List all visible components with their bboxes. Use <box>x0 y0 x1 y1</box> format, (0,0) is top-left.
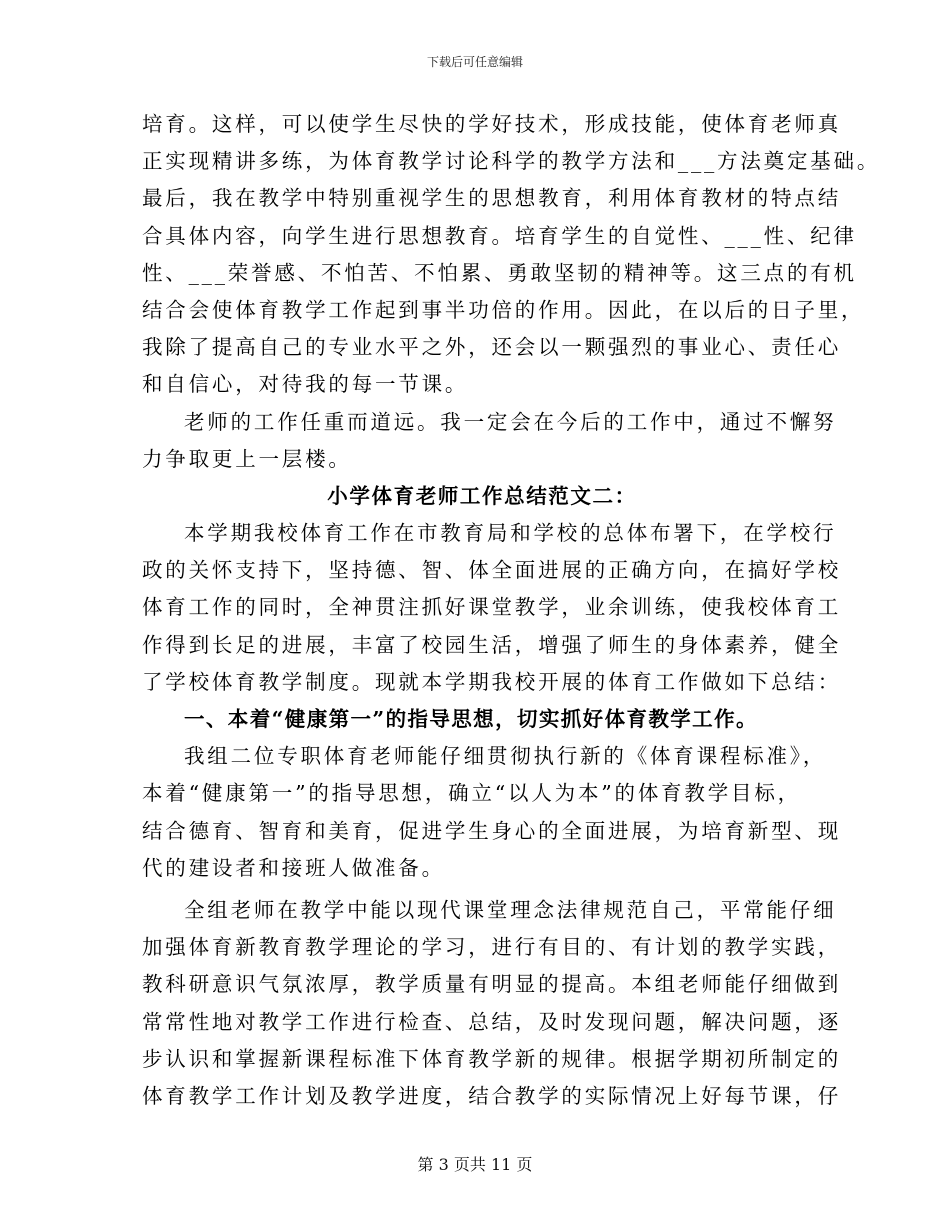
page-number: 第 3 页共 11 页 <box>417 1155 533 1174</box>
paragraph <box>142 738 841 887</box>
text-line: 结合德育、智育和美育，促进学生身心的全面进展，为培育新型、现 <box>142 818 841 843</box>
text-line: 力争取更上一层楼。 <box>142 446 352 471</box>
text-line: 常常性地对教学工作进行检查、总结，及时发现问题，解决问题，逐 <box>142 1009 841 1034</box>
text-line: 我组二位专职体育老师能仔细贯彻执行新的《体育课程标准》， <box>184 744 827 769</box>
paragraph <box>142 515 841 701</box>
text-line: 最后，我在教学中特别重视学生的思想教育，利用体育教材的特点结 <box>142 186 841 211</box>
text-line: 体育教学工作计划及教学进度，结合教学的实际情况上好每节课，仔 <box>142 1083 841 1108</box>
text-line: 加强体育新教育教学理论的学习，进行有目的、有计划的教学实践， <box>142 935 841 960</box>
paragraph <box>142 404 837 478</box>
text-line: 合具体内容，向学生进行思想教育。培育学生的自觉性、___性、纪律 <box>142 223 857 248</box>
text-line: 教科研意识气氛浓厚，教学质量有明显的提高。本组老师能仔细做到 <box>142 972 841 997</box>
paragraph <box>142 106 881 404</box>
header-note: 下载后可任意编辑 <box>426 55 523 69</box>
text-line: 性、___荣誉感、不怕苦、不怕累、勇敢坚韧的精神等。这三点的有机 <box>142 260 857 285</box>
text-line: 老师的工作任重而道远。我一定会在今后的工作中，通过不懈努 <box>184 409 837 434</box>
text-line: 步认识和掌握新课程标准下体育教学新的规律。根据学期初所制定的 <box>142 1046 841 1071</box>
text-line: 和自信心，对待我的每一节课。 <box>142 372 469 397</box>
text-line: 正实现精讲多练，为体育教学讨论科学的教学方法和___方法奠定基础。 <box>142 149 881 174</box>
text-line: 政的关怀支持下，坚持德、智、体全面进展的正确方向，在搞好学校 <box>142 558 841 583</box>
text-line: 本着“健康第一”的指导思想，确立“以人为本”的体育教学目标， <box>142 781 801 806</box>
document-body <box>142 106 881 1115</box>
section-heading: 小学体育老师工作总结范文二： <box>327 483 637 508</box>
paragraph <box>142 892 841 1115</box>
text-line: 代的建设者和接班人做准备。 <box>142 855 445 880</box>
text-line: 全组老师在教学中能以现代课堂理念法律规范自己，平常能仔细 <box>184 897 837 922</box>
text-line: 我除了提高自己的专业水平之外，还会以一颗强烈的事业心、责任心 <box>142 335 841 360</box>
text-line: 结合会使体育教学工作起到事半功倍的作用。因此，在以后的日子里， <box>142 297 865 322</box>
subsection-title: 一、本着“健康第一”的指导思想，切实抓好体育教学工作。 <box>184 707 758 731</box>
text-line: 体育工作的同时，全神贯注抓好课堂教学，业余训练，使我校体育工 <box>142 595 841 620</box>
text-line: 作得到长足的进展，丰富了校园生活，增强了师生的身体素养，健全 <box>142 632 841 657</box>
text-line: 培育。这样，可以使学生尽快的学好技术，形成技能，使体育老师真 <box>142 112 841 136</box>
text-line: 了学校体育教学制度。现就本学期我校开展的体育工作做如下总结： <box>142 669 841 694</box>
text-line: 本学期我校体育工作在市教育局和学校的总体布署下，在学校行 <box>184 521 837 546</box>
